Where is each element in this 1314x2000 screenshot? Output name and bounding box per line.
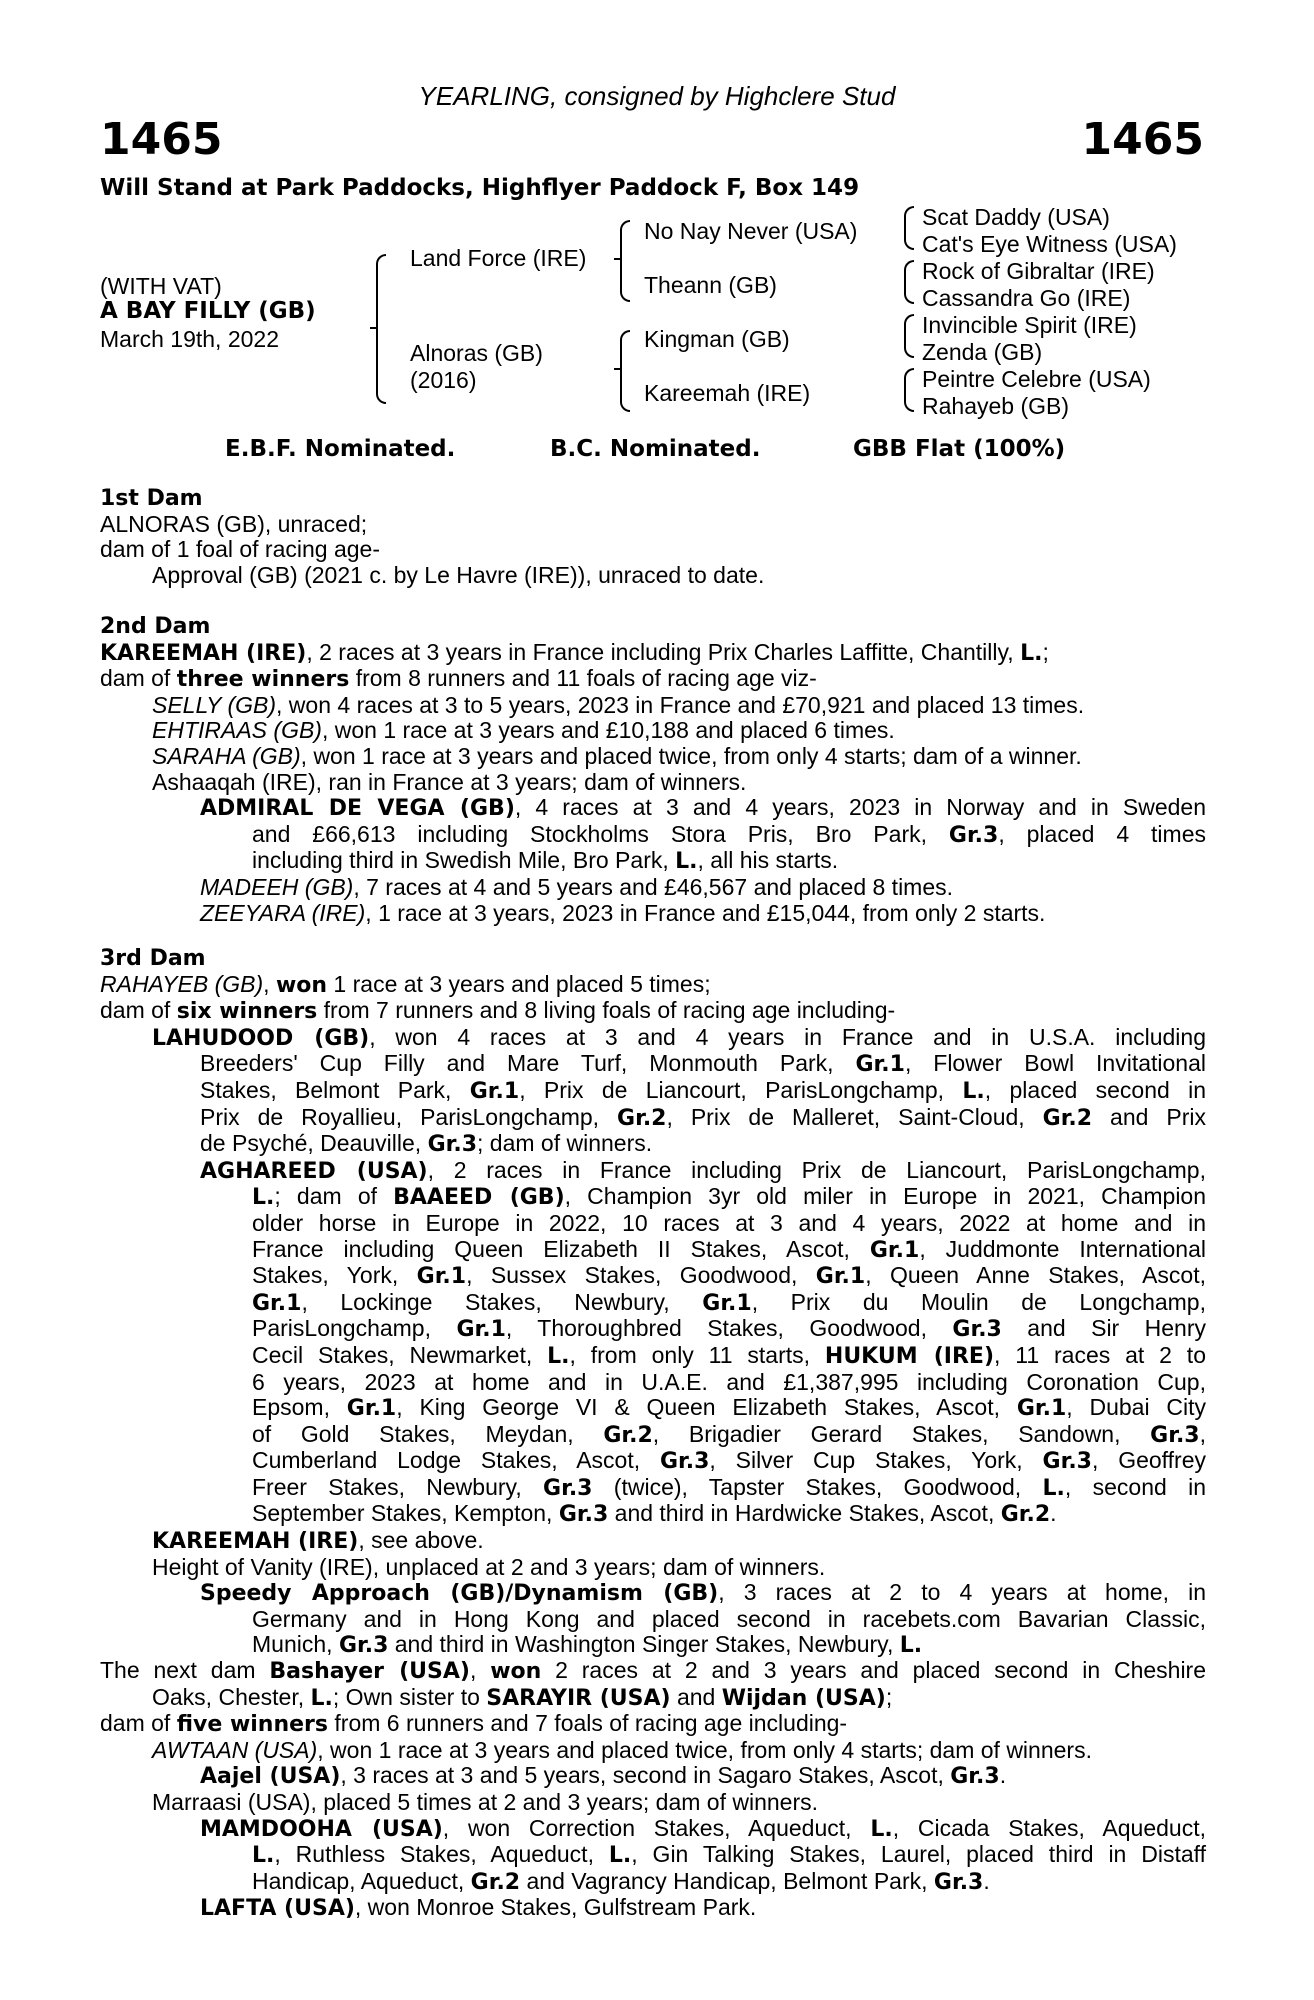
produce-entry: MAMDOOHA (USA), won Correction Stakes, Aqueduct, L., Cicada Stakes, Aqueduct, [200,1814,1206,1842]
next-dam-line: dam of five winners from 6 runners and 7 foals of racing age including- [100,1710,848,1738]
pedigree-brace-dd [904,368,914,412]
produce-entry-cont: Gr.1, Lockinge Stakes, Newbury, Gr.1, Prix du Moulin de Longchamp, [252,1288,1206,1316]
pedigree-sire: Land Force (IRE) [410,245,587,271]
pedigree-dam-sire: Kingman (GB) [644,326,790,352]
produce-entry: ZEEYARA (IRE), 1 race at 3 years, 2023 in France and £15,044, from only 2 starts. [200,899,1046,926]
pedigree-sire-dam: Theann (GB) [644,272,777,298]
vat-note: (WITH VAT) [100,273,222,299]
pedigree-brace-ss [904,206,914,250]
bc-nomination: B.C. Nominated. [550,436,761,462]
pedigree-brace-ds [904,314,914,358]
produce-entry: LAFTA (USA), won Monroe Stakes, Gulfstream Park. [200,1894,757,1922]
produce-entry: MADEEH (GB), 7 races at 4 and 5 years and £46,567 and placed 8 times. [200,873,954,900]
pedigree-brace-sire [620,220,630,302]
dam-name: KAREEMAH (IRE) [100,640,307,666]
produce-entry-cont: Stakes, York, Gr.1, Sussex Stakes, Goodwood, Gr.1, Queen Anne Stakes, Ascot, [252,1262,1207,1290]
produce-entry-cont: and £66,613 including Stockholms Stora Pris, Bro Park, Gr.3, placed 4 times [252,820,1206,848]
first-dam-line: dam of 1 foal of racing age- [100,536,380,563]
first-dam-heading: 1st Dam [100,486,203,511]
next-dam-line: Oaks, Chester, L.; Own sister to SARAYIR (USA) and Wijdan (USA); [152,1683,893,1711]
pedigree-sds: Rock of Gibraltar (IRE) [922,258,1155,284]
produce-entry-cont: Freer Stakes, Newbury, Gr.3 (twice), Tapster Stakes, Goodwood, L., second in [252,1473,1206,1501]
third-dam-section [100,946,1206,1659]
produce-entry: KAREEMAH (IRE), see above. [152,1527,484,1555]
pedigree-dam: Alnoras (GB) [410,340,543,366]
pedigree-sss: Scat Daddy (USA) [922,204,1110,230]
pedigree-brace-sd [904,260,914,304]
pedigree-ssd: Cat's Eye Witness (USA) [922,231,1177,257]
produce-entry-cont: de Psyché, Deauville, Gr.3; dam of winners. [200,1130,653,1158]
produce-entry: Marraasi (USA), placed 5 times at 2 and 3 years; dam of winners. [152,1788,819,1815]
produce-entry: SELLY (GB), won 4 races at 3 to 5 years, 2023 in France and £70,921 and placed 13 times. [152,691,1085,718]
produce-entry: Speedy Approach (GB)/Dynamism (GB), 3 races at 2 to 4 years at home, in [200,1579,1206,1607]
sale-subtitle: YEARLING, consigned by Highclere Stud [418,81,896,111]
third-dam-line: RAHAYEB (GB), won 1 race at 3 years and placed 5 times; [100,970,711,998]
lot-number-right: 1465 [1081,114,1204,165]
pedigree-ddd: Rahayeb (GB) [922,393,1070,419]
produce-entry: AWTAAN (USA), won 1 race at 3 years and placed twice, from only 4 starts; dam of winners. [152,1736,1092,1763]
produce-entry-cont: including third in Swedish Mile, Bro Park, L., all his starts. [252,847,839,875]
lot-number-left: 1465 [100,114,223,165]
produce-entry-cont: Cumberland Lodge Stakes, Ascot, Gr.3, Silver Cup Stakes, York, Gr.3, Geoffrey [252,1447,1207,1475]
produce-entry-cont: Handicap, Aqueduct, Gr.2 and Vagrancy Handicap, Belmont Park, Gr.3. [252,1867,990,1895]
produce-entry-cont: of Gold Stakes, Meydan, Gr.2, Brigadier Gerard Stakes, Sandown, Gr.3, [252,1420,1206,1448]
date-of-birth: March 19th, 2022 [100,326,280,352]
next-dam-line: The next dam Bashayer (USA), won 2 races at 2 and 3 years and placed second in Cheshire [100,1657,1207,1684]
pedigree-sire-sire: No Nay Never (USA) [644,218,858,244]
pedigree-sdd: Cassandra Go (IRE) [922,285,1131,311]
produce-entry-cont: Breeders' Cup Filly and Mare Turf, Monmouth Park, Gr.1, Flower Bowl Invitational [200,1050,1206,1078]
produce-entry: ADMIRAL DE VEGA (GB), 4 races at 3 and 4 years, 2023 in Norway and in Sweden [200,794,1206,822]
produce-entry: AGHAREED (USA), 2 races in France including Prix de Liancourt, ParisLongchamp, [200,1156,1206,1184]
stand-location: Will Stand at Park Paddocks, Highflyer Paddock F, Box 149 [100,175,860,201]
pedigree-brace-sire-tip [614,258,622,260]
first-dam-foal: Approval (GB) (2021 c. by Le Havre (IRE)), unraced to date. [152,561,765,588]
first-dam-section [100,486,1206,588]
second-dam-section [100,614,1206,926]
pedigree-brace-main-tip [370,327,378,329]
pedigree-brace-main [376,254,386,404]
ebf-nomination: E.B.F. Nominated. [225,436,456,462]
produce-entry-cont: L., Ruthless Stakes, Aqueduct, L., Gin Talking Stakes, Laurel, placed third in Distaff [252,1841,1207,1869]
produce-entry-cont: Epsom, Gr.1, King George VI & Queen Elizabeth Stakes, Ascot, Gr.1, Dubai City [252,1394,1206,1422]
second-dam-line: dam of three winners from 8 runners and 11 foals of racing age viz- [100,665,817,693]
produce-entry-cont: France including Queen Elizabeth II Stakes, Ascot, Gr.1, Juddmonte International [252,1235,1207,1263]
produce-entry-cont: 6 years, 2023 at home and in U.A.E. and £1,387,995 including Coronation Cup, [252,1368,1206,1395]
second-dam-heading: 2nd Dam [100,614,211,639]
produce-entry-cont: older horse in Europe in 2022, 10 races at 3 and 4 years, 2022 at home and in [252,1209,1206,1236]
produce-entry-cont: Stakes, Belmont Park, Gr.1, Prix de Liancourt, ParisLongchamp, L., placed second in [200,1076,1207,1104]
pedigree-dss: Invincible Spirit (IRE) [922,312,1137,338]
produce-entry: Aajel (USA), 3 races at 3 and 5 years, second in Sagaro Stakes, Ascot, Gr.3. [200,1762,1007,1790]
produce-entry: Ashaaqah (IRE), ran in France at 3 years; dam of winners. [152,768,747,795]
third-dam-heading: 3rd Dam [100,946,206,971]
produce-entry: LAHUDOOD (GB), won 4 races at 3 and 4 years in France and in U.S.A. including [152,1023,1206,1051]
produce-entry-cont: Prix de Royallieu, ParisLongchamp, Gr.2, Prix de Malleret, Saint-Cloud, Gr.2 and Prix [200,1103,1207,1131]
next-dam-section [100,1658,1206,1922]
pedigree-brace-dam [620,330,630,412]
produce-entry: Height of Vanity (IRE), unplaced at 2 and 3 years; dam of winners. [152,1553,826,1580]
pedigree-brace-dam-tip [614,368,622,370]
produce-entry-cont: September Stakes, Kempton, Gr.3 and third in Hardwicke Stakes, Ascot, Gr.2. [252,1500,1057,1528]
produce-entry: EHTIRAAS (GB), won 1 race at 3 years and £10,188 and placed 6 times. [152,717,895,744]
produce-entry-cont: Germany and in Hong Kong and placed second in racebets.com Bavarian Classic, [252,1605,1206,1632]
produce-entry-cont: Munich, Gr.3 and third in Washington Singer Stakes, Newbury, L. [252,1631,923,1659]
first-dam-line: ALNORAS (GB), unraced; [100,510,368,537]
produce-entry-cont: L.; dam of BAAEED (GB), Champion 3yr old miler in Europe in 2021, Champion [252,1183,1207,1211]
produce-entry: SARAHA (GB), won 1 race at 3 years and placed twice, from only 4 starts; dam of a winner. [152,742,1082,769]
third-dam-line: dam of six winners from 7 runners and 8 living foals of racing age including- [100,997,896,1025]
horse-name: A BAY FILLY (GB) [100,298,316,324]
produce-entry-cont: ParisLongchamp, Gr.1, Thoroughbred Stakes, Goodwood, Gr.3 and Sir Henry [252,1315,1206,1343]
pedigree-dsd: Zenda (GB) [922,339,1043,365]
second-dam-line: KAREEMAH (IRE), 2 races at 3 years in France including Prix Charles Laffitte, Chantilly, L.; [100,638,1049,666]
pedigree-dam-year: (2016) [410,367,477,393]
gbb-flat: GBB Flat (100%) [853,436,1066,462]
pedigree-dds: Peintre Celebre (USA) [922,366,1151,392]
pedigree-dam-dam: Kareemah (IRE) [644,380,811,406]
produce-entry-cont: Cecil Stakes, Newmarket, L., from only 11 starts, HUKUM (IRE), 11 races at 2 to [252,1341,1206,1369]
